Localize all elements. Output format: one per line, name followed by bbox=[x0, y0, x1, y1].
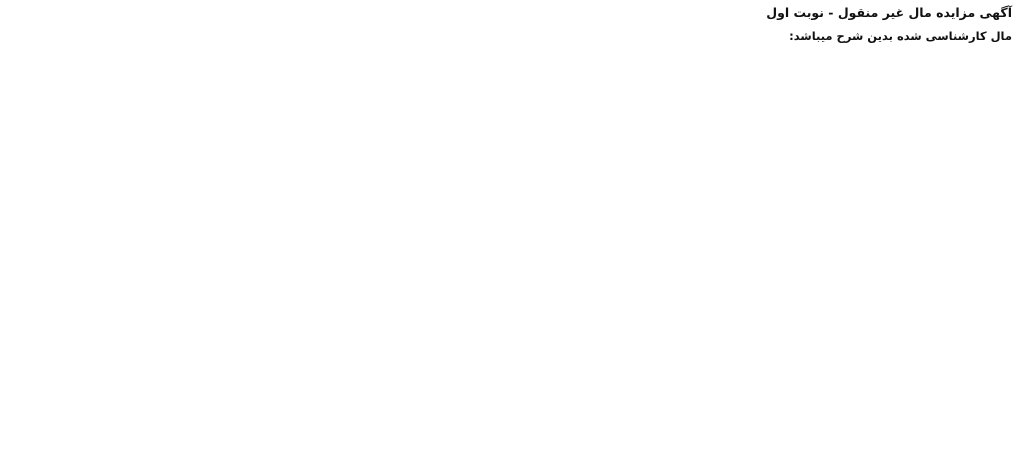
section-heading: مال کارشناسی شده بدین شرح میباشد: bbox=[789, 29, 1012, 43]
announcement-title: آگهی مزایده مال غیر منقول - نوبت اول bbox=[766, 5, 1012, 20]
